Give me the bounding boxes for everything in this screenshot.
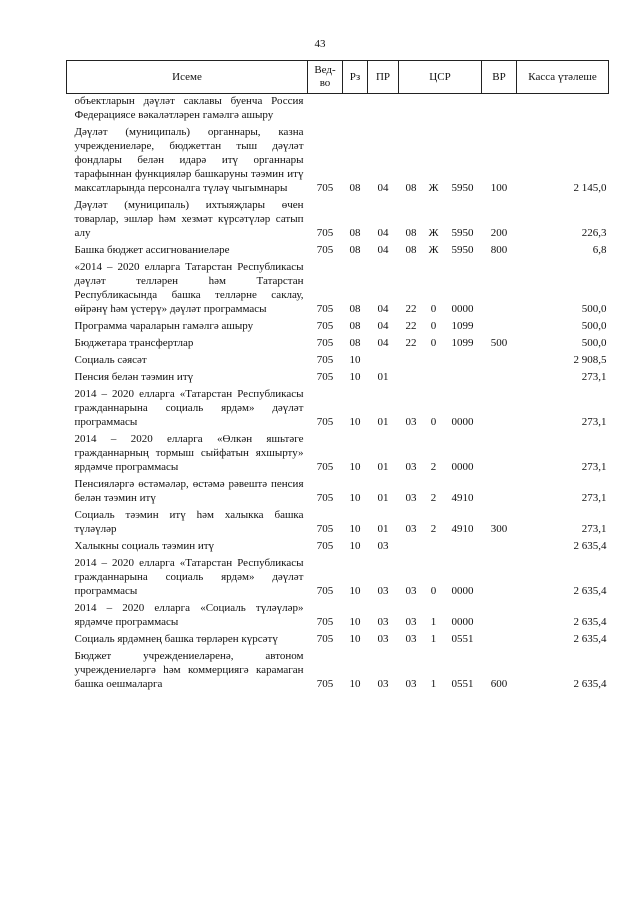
- table-row: [67, 240, 609, 257]
- row-csr-code: 0551: [451, 633, 474, 645]
- row-csr-subprogram: [424, 367, 444, 384]
- row-csr-program: 22: [405, 337, 417, 349]
- row-csr-code: 0000: [451, 303, 474, 315]
- row-csr-program: 22: [405, 320, 417, 332]
- row-csr-subprogram: 0: [430, 320, 437, 332]
- row-pr: 04: [377, 337, 389, 349]
- row-csr-code: [444, 94, 482, 123]
- row-name: Социаль сәясәт: [74, 354, 147, 366]
- row-amount: 500,0: [581, 320, 607, 332]
- row-amount: 273,1: [581, 371, 607, 383]
- row-csr-code: 5950: [451, 244, 474, 256]
- header-pr: ПР: [368, 61, 399, 94]
- row-amount: 273,1: [581, 461, 607, 473]
- table-body: [67, 94, 609, 692]
- row-csr-code: 1099: [451, 320, 474, 332]
- row-ved: 705: [316, 678, 334, 690]
- table-row: [67, 367, 609, 384]
- row-name: Социаль тәэмин итү һәм халыкка башка түләүләр: [74, 509, 304, 535]
- row-vr: [482, 429, 517, 474]
- row-rz: 10: [349, 523, 361, 535]
- row-ved: 705: [316, 371, 334, 383]
- row-csr-program: 03: [405, 633, 417, 645]
- row-ved: 705: [316, 633, 334, 645]
- table-row: [67, 598, 609, 629]
- row-csr-subprogram: Ж: [428, 182, 439, 194]
- table-row: [67, 629, 609, 646]
- row-vr: [482, 553, 517, 598]
- table-row: [67, 94, 609, 123]
- row-pr: 03: [377, 678, 389, 690]
- row-ved: [308, 94, 343, 123]
- row-rz: 08: [349, 182, 361, 194]
- row-vr: 300: [490, 523, 508, 535]
- row-name: Бюджетара трансфертлар: [74, 337, 194, 349]
- row-amount: 2 635,4: [573, 540, 607, 552]
- row-ved: 705: [316, 354, 334, 366]
- row-amount: 2 908,5: [573, 354, 607, 366]
- row-vr: 800: [490, 244, 508, 256]
- row-rz: 08: [349, 227, 361, 239]
- table-row: [67, 474, 609, 505]
- header-name: Исеме: [67, 61, 308, 94]
- row-name: 2014 – 2020 елларга «Өлкән яшьтәге гражданнарның тормыш сыйфатын яхшырту» ярдәмче программасы: [74, 433, 304, 473]
- table-row: [67, 536, 609, 553]
- row-ved: 705: [316, 585, 334, 597]
- table-row: [67, 429, 609, 474]
- row-name: Пенсияләргә өстәмәләр, өстәмә рәвештә пенсия белән тәэмин итү: [74, 478, 304, 504]
- row-pr: 01: [377, 416, 389, 428]
- row-amount: [517, 94, 609, 123]
- row-pr: 01: [377, 492, 389, 504]
- row-ved: 705: [316, 616, 334, 628]
- row-csr-subprogram: 2: [430, 461, 437, 473]
- row-csr-subprogram: Ж: [428, 244, 439, 256]
- row-pr: [368, 350, 399, 367]
- row-ved: 705: [316, 244, 334, 256]
- row-rz: 10: [349, 616, 361, 628]
- table-row: [67, 384, 609, 429]
- row-name: Программа чараларын гамәлгә ашыру: [74, 320, 254, 332]
- table-row: [67, 122, 609, 195]
- row-pr: 04: [377, 182, 389, 194]
- row-csr-subprogram: 0: [430, 337, 437, 349]
- row-csr-subprogram: 1: [430, 633, 437, 645]
- table-row: [67, 257, 609, 316]
- row-vr: [482, 629, 517, 646]
- row-csr-program: [399, 367, 424, 384]
- row-csr-program: 08: [405, 182, 417, 194]
- row-amount: 2 635,4: [573, 633, 607, 645]
- row-csr-program: 08: [405, 227, 417, 239]
- row-ved: 705: [316, 182, 334, 194]
- row-name: Дәүләт (муниципаль) органнары, казна учреждениеләре, бюджеттан тыш дәүләт фондлары белән идарә итү органнары тарафыннан функцияләр башкаруны тәэмин итү максатларында персоналга түләү чыгымнары: [74, 126, 304, 194]
- row-vr: [482, 536, 517, 553]
- row-csr-subprogram: 0: [430, 585, 437, 597]
- row-amount: 2 635,4: [573, 585, 607, 597]
- page-number: 43: [314, 38, 326, 50]
- table-row: [67, 195, 609, 240]
- row-name: «2014 – 2020 елларга Татарстан Республикасы дәүләт телләрен һәм Татарстан Республикасында башка телләрне саклау, өйрәнү һәм үстерү» дәүләт программасы: [74, 261, 304, 315]
- row-csr-subprogram: 0: [430, 416, 437, 428]
- row-csr-code: 4910: [451, 523, 474, 535]
- row-name: 2014 – 2020 елларга «Татарстан Республикасы гражданнарына социаль ярдәм» дәүләт программасы: [74, 388, 304, 428]
- table-row: [67, 553, 609, 598]
- table-row: [67, 505, 609, 536]
- row-rz: 10: [349, 492, 361, 504]
- row-vr: 200: [490, 227, 508, 239]
- row-vr: [482, 367, 517, 384]
- header-vr: ВР: [482, 61, 517, 94]
- table-row: [67, 316, 609, 333]
- row-name: Бюджет учреждениеләренә, автоном учреждениеләргә һәм коммерциягә карамаган башка оешмаларга: [74, 650, 304, 690]
- row-rz: 10: [349, 461, 361, 473]
- row-csr-subprogram: 1: [430, 678, 437, 690]
- row-rz: 10: [349, 585, 361, 597]
- row-csr-code: 0000: [451, 585, 474, 597]
- row-csr-subprogram: 2: [430, 523, 437, 535]
- row-vr: [482, 474, 517, 505]
- row-name: Халыкны социаль тәэмин итү: [74, 540, 215, 552]
- row-ved: 705: [316, 540, 334, 552]
- row-pr: 04: [377, 227, 389, 239]
- row-csr-code: [444, 367, 482, 384]
- row-vr: [482, 350, 517, 367]
- row-rz: 10: [349, 678, 361, 690]
- row-ved: 705: [316, 416, 334, 428]
- row-csr-program: 03: [405, 492, 417, 504]
- row-name: 2014 – 2020 елларга «Татарстан Республикасы гражданнарына социаль ярдәм» дәүләт программасы: [74, 557, 304, 597]
- row-name: Башка бюджет ассигнованиеләре: [74, 244, 230, 256]
- row-vr: 100: [490, 182, 508, 194]
- row-name: Пенсия белән тәэмин итү: [74, 371, 194, 383]
- row-pr: 01: [377, 371, 389, 383]
- row-amount: 500,0: [581, 337, 607, 349]
- row-csr-program: 03: [405, 585, 417, 597]
- row-pr: 04: [377, 303, 389, 315]
- row-pr: 04: [377, 320, 389, 332]
- row-name: объектларын дәүләт саклавы буенча Россия Федерациясе вәкаләтләрен гамәлгә ашыру: [74, 95, 304, 121]
- row-csr-code: 0000: [451, 416, 474, 428]
- row-csr-program: 03: [405, 461, 417, 473]
- row-csr-subprogram: 2: [430, 492, 437, 504]
- row-rz: 08: [349, 303, 361, 315]
- row-csr-subprogram: Ж: [428, 227, 439, 239]
- row-vr: [482, 94, 517, 123]
- row-amount: 273,1: [581, 523, 607, 535]
- row-name: Дәүләт (муниципаль) ихтыяҗлары өчен товарлар, эшләр һәм хезмәт күрсәтүләр сатып алу: [74, 199, 304, 239]
- row-pr: 03: [377, 540, 389, 552]
- budget-table: [66, 60, 609, 691]
- row-rz: 08: [349, 244, 361, 256]
- row-ved: 705: [316, 337, 334, 349]
- row-ved: 705: [316, 523, 334, 535]
- row-amount: 6,8: [592, 244, 607, 256]
- row-vr: 500: [490, 337, 508, 349]
- row-csr-subprogram: 1: [430, 616, 437, 628]
- row-name: 2014 – 2020 елларга «Социаль түләүләр» ярдәмче программасы: [74, 602, 304, 628]
- row-csr-code: 4910: [451, 492, 474, 504]
- row-rz: 08: [349, 337, 361, 349]
- header-sum: Касса үтәлеше: [517, 61, 609, 94]
- row-amount: 2 635,4: [573, 616, 607, 628]
- row-csr-code: 5950: [451, 227, 474, 239]
- row-ved: 705: [316, 303, 334, 315]
- row-csr-code: 1099: [451, 337, 474, 349]
- table-row: [67, 350, 609, 367]
- row-csr-code: 0551: [451, 678, 474, 690]
- row-amount: 500,0: [581, 303, 607, 315]
- row-rz: 10: [349, 633, 361, 645]
- header-ved: Вед-во: [308, 61, 343, 94]
- row-csr-subprogram: [424, 536, 444, 553]
- row-csr-program: 03: [405, 616, 417, 628]
- row-csr-code: [444, 536, 482, 553]
- row-amount: 2 145,0: [573, 182, 607, 194]
- row-pr: [368, 94, 399, 123]
- row-csr-program: 22: [405, 303, 417, 315]
- row-csr-program: 03: [405, 678, 417, 690]
- row-vr: [482, 598, 517, 629]
- row-rz: [343, 94, 368, 123]
- row-amount: 226,3: [581, 227, 607, 239]
- row-pr: 03: [377, 616, 389, 628]
- row-vr: [482, 316, 517, 333]
- row-csr-subprogram: [424, 94, 444, 123]
- row-csr-subprogram: [424, 350, 444, 367]
- row-pr: 01: [377, 461, 389, 473]
- row-csr-program: [399, 536, 424, 553]
- row-ved: 705: [316, 492, 334, 504]
- row-vr: 600: [490, 678, 508, 690]
- header-csr: ЦСР: [399, 61, 482, 94]
- row-csr-code: [444, 350, 482, 367]
- row-rz: 08: [349, 320, 361, 332]
- row-csr-program: [399, 350, 424, 367]
- row-name: Социаль ярдәмнең башка төрләрен күрсәтү: [74, 633, 278, 645]
- row-rz: 10: [349, 540, 361, 552]
- row-rz: 10: [349, 416, 361, 428]
- row-csr-program: [399, 94, 424, 123]
- row-pr: 03: [377, 633, 389, 645]
- row-csr-code: 5950: [451, 182, 474, 194]
- row-ved: 705: [316, 227, 334, 239]
- row-ved: 705: [316, 320, 334, 332]
- row-pr: 04: [377, 244, 389, 256]
- row-csr-code: 0000: [451, 616, 474, 628]
- row-csr-program: 03: [405, 523, 417, 535]
- table-header: [67, 61, 609, 94]
- row-pr: 01: [377, 523, 389, 535]
- row-rz: 10: [349, 371, 361, 383]
- row-amount: 2 635,4: [573, 678, 607, 690]
- header-rz: Рз: [343, 61, 368, 94]
- row-csr-subprogram: 0: [430, 303, 437, 315]
- row-csr-program: 08: [405, 244, 417, 256]
- row-csr-program: 03: [405, 416, 417, 428]
- row-csr-code: 0000: [451, 461, 474, 473]
- row-rz: 10: [349, 354, 361, 366]
- row-vr: [482, 257, 517, 316]
- table-row: [67, 333, 609, 350]
- row-amount: 273,1: [581, 492, 607, 504]
- table-row: [67, 646, 609, 691]
- row-amount: 273,1: [581, 416, 607, 428]
- row-pr: 03: [377, 585, 389, 597]
- row-vr: [482, 384, 517, 429]
- row-ved: 705: [316, 461, 334, 473]
